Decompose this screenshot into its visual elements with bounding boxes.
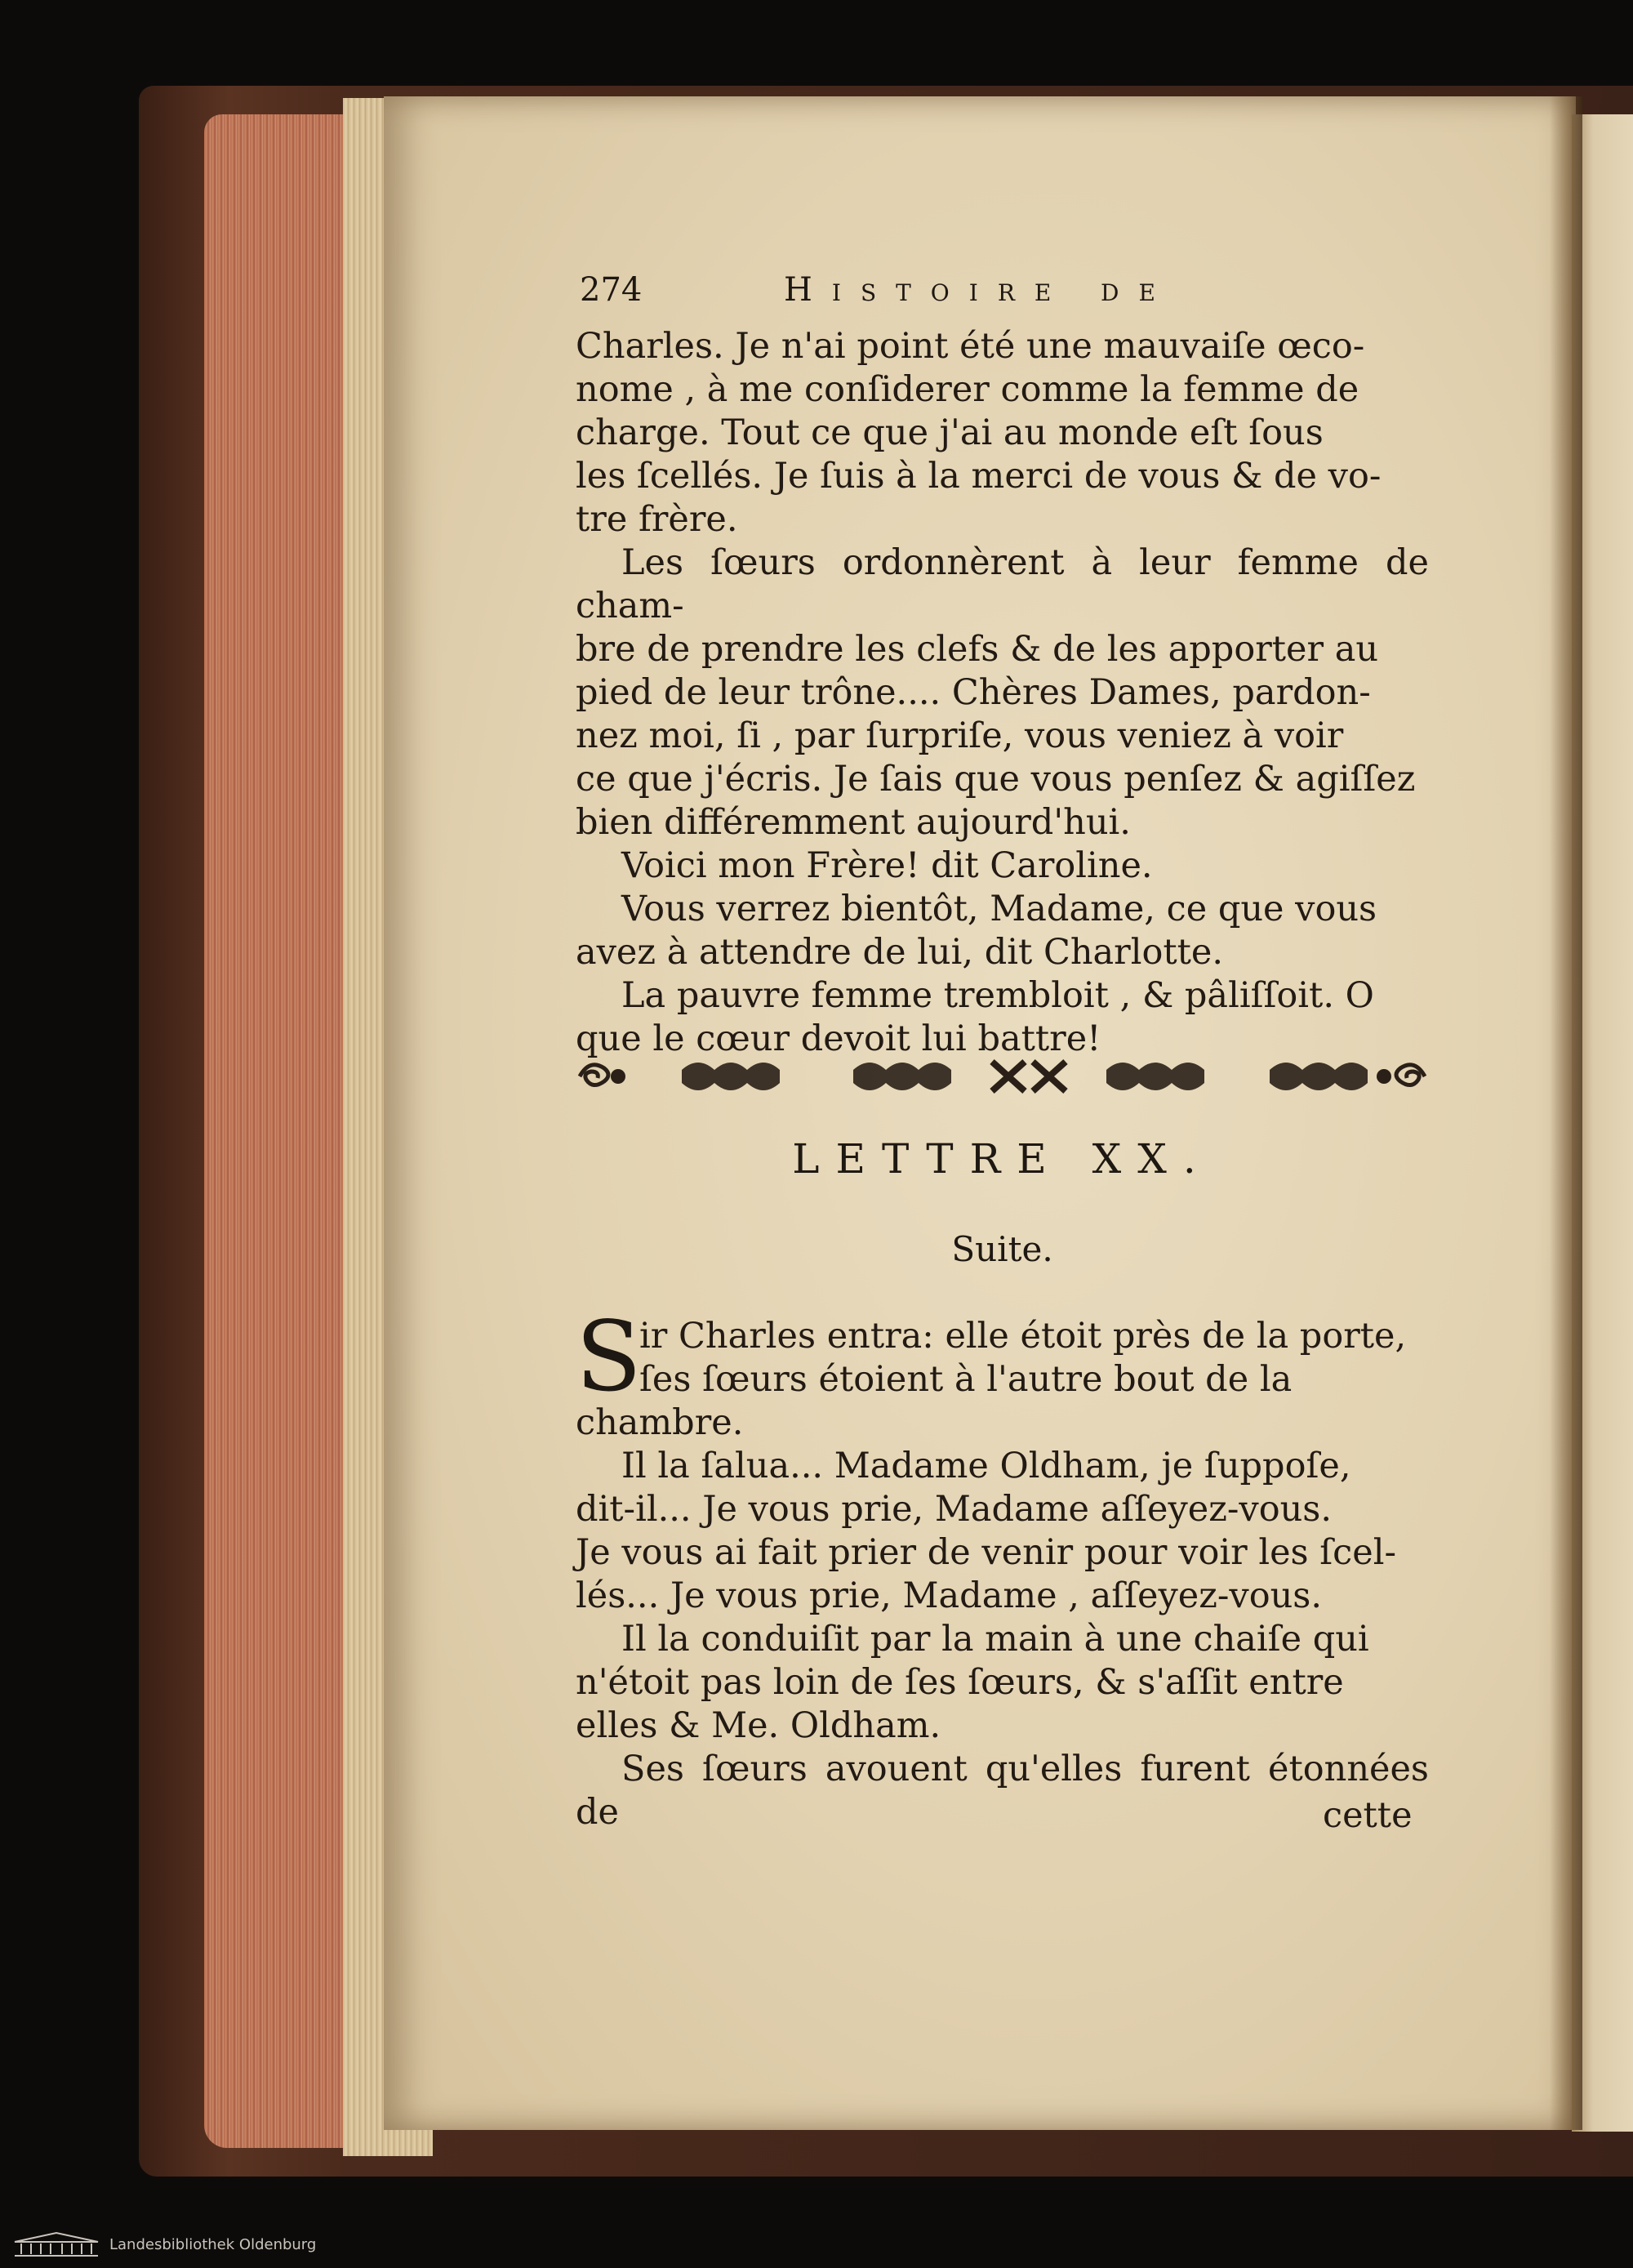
text-line: charge. Tout ce que j'ai au monde eſt ſous [576,412,1324,453]
library-name: Landesbibliothek Oldenburg [109,2236,317,2253]
book-gutter [1550,96,1582,2130]
running-title: Histoire de [784,271,1175,309]
text-line: Charles. Je n'ai point été une mauvaiſe œco- [576,326,1365,367]
drop-cap: S [576,1300,642,1413]
text-line: bien différemment aujourd'hui. [576,802,1131,843]
opening-paragraph [576,1300,1429,1413]
library-building-icon [11,2230,101,2258]
text-line: bre de prendre les clefs & de les apporter au [576,629,1379,670]
page-header [580,271,1429,328]
letter-heading: LETTRE XX. [792,1135,1213,1183]
text-line: tre frère. [576,499,738,540]
text-block-bottom [576,1300,1429,1834]
text-line: que le cœur devoit lui battre! [576,1018,1101,1059]
text-line: lés... Je vous prie, Madame , aſſeyez-vous. [576,1575,1323,1616]
text-line: chambre. [576,1402,744,1443]
text-line: n'étoit pas loin de ſes ſœurs, & s'aſſit entre [576,1662,1344,1703]
text-line: Voici mon Frère! dit Caroline. [621,845,1153,886]
text-line: elles & Me. Oldham. [576,1705,941,1746]
text-line: Vous verrez bientôt, Madame, ce que vous [621,889,1377,929]
text-line: ſes ſœurs étoient à l'autre bout de la [639,1359,1293,1400]
text-block-top [576,325,1429,1061]
text-line: pied de leur trône.... Chères Dames, pardon- [576,672,1371,713]
text-line: Ses ſœurs avouent qu'elles furent étonnées de [576,1749,1429,1833]
text-line: Il la ſalua... Madame Oldham, je ſuppoſe, [621,1446,1351,1486]
text-line: Je vous ai fait prier de venir pour voir les ſcel- [576,1532,1396,1573]
text-line: dit-il... Je vous prie, Madame aſſeyez-vous. [576,1489,1333,1530]
text-line: Il la conduiſit par la main à une chaiſe qui [621,1619,1369,1660]
text-line: ce que j'écris. Je ſais que vous penſez & agiſſez [576,759,1416,800]
text-line: les ſcellés. Je ſuis à la merci de vous & de vo- [576,456,1382,497]
text-line: La pauvre femme trembloit , & pâliſſoit. O [621,975,1374,1016]
letter-subheading: Suite. [951,1229,1053,1269]
page-number: 274 [580,271,643,309]
text-line: nez moi, ſi , par ſurpriſe, vous veniez à voir [576,715,1344,756]
text-line: Les ſœurs ordonnèrent à leur femme de cham- [576,542,1429,626]
text-line: ir Charles entra: elle étoit près de la porte, [639,1316,1407,1357]
catchword: cette [1323,1795,1413,1836]
text-line: nome , à me conſiderer comme la femme de [576,369,1359,410]
text-line: avez à attendre de lui, dit Charlotte. [576,932,1224,973]
ornament-rule [576,1054,1429,1099]
